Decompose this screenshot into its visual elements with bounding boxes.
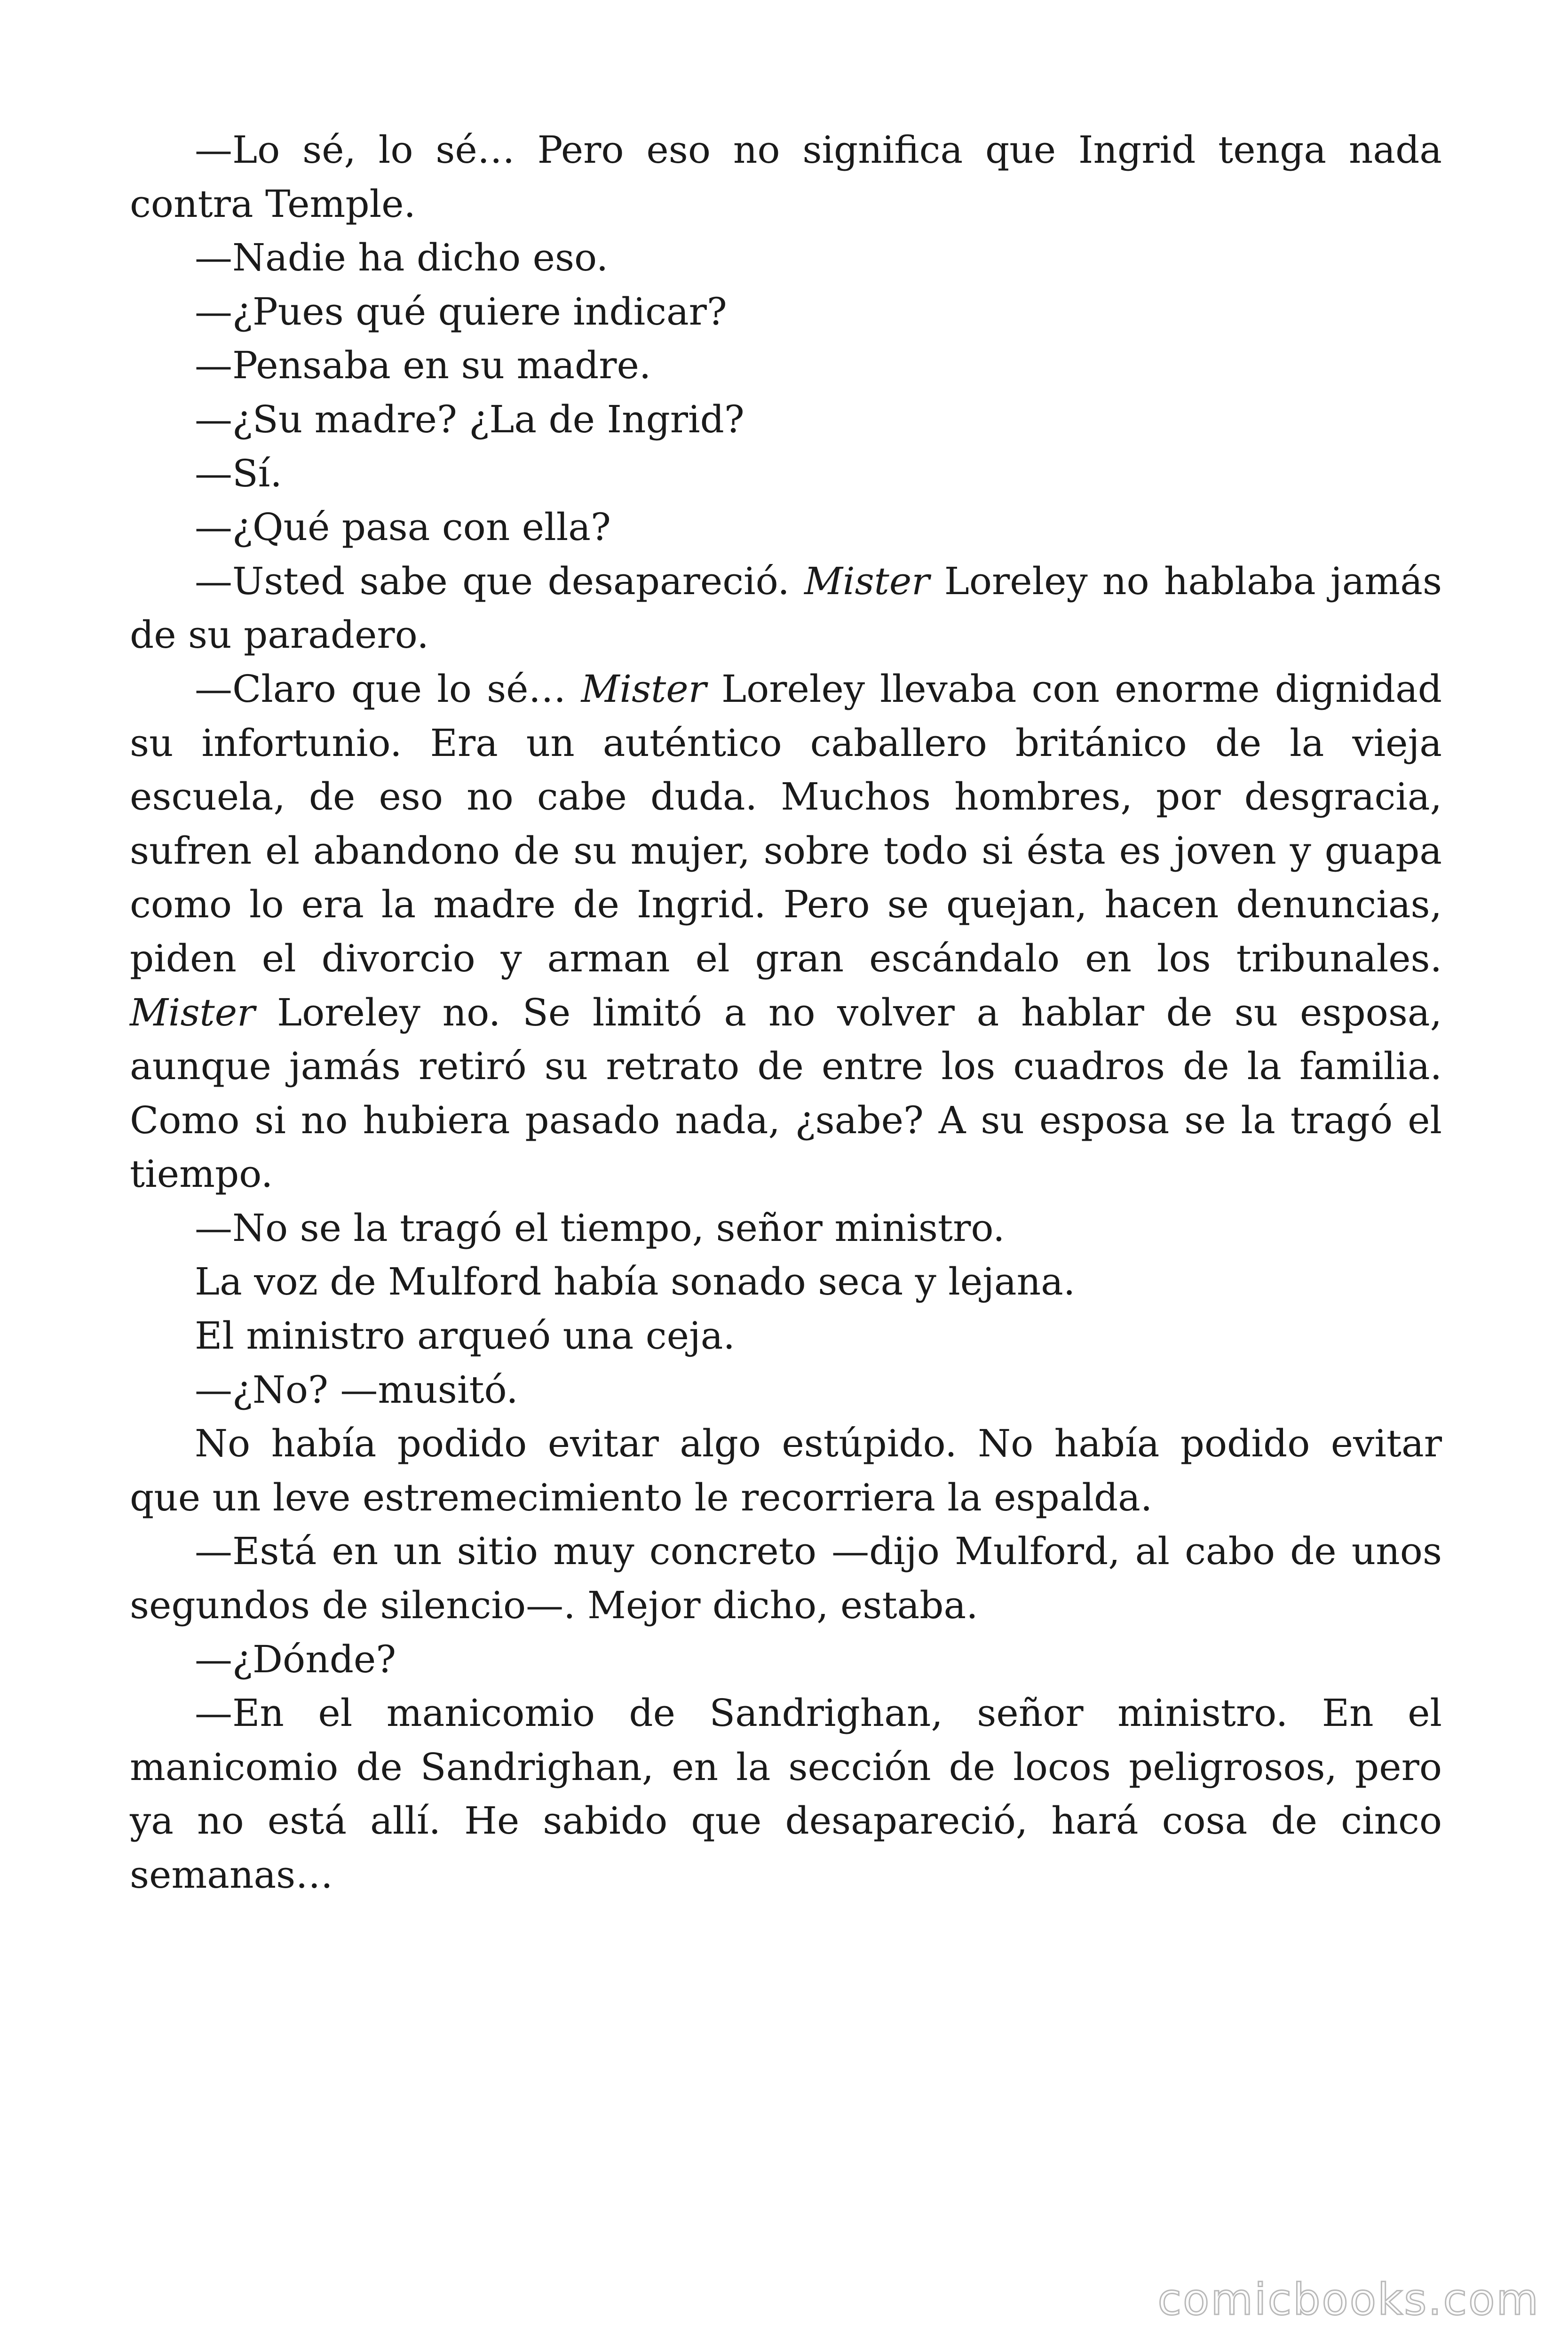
italic-text-run: Mister (130, 990, 255, 1034)
italic-text-run: Mister (581, 667, 706, 711)
text-run: Loreley no. Se limitó a no volver a hablar de su esposa, aunque jamás retiró su retrato de entre los cuadros de la familia. Como si no hubiera pasado nada, ¿sabe? A su esposa se la tragó el tiempo. (130, 990, 1442, 1196)
paragraph (130, 1363, 1442, 1417)
italic-text-run: Mister (804, 559, 930, 603)
paragraph (130, 393, 1442, 447)
text-run: —¿Qué pasa con ella? (195, 505, 611, 549)
text-run: —Usted sabe que desapareció. (195, 559, 805, 603)
text-run: Loreley no hablaba jamás de su paradero. (130, 559, 1442, 657)
text-run: —Claro que lo sé… (195, 667, 581, 711)
text-run: La voz de Mulford había sonado seca y lejana. (195, 1260, 1076, 1304)
text-run: —¿Dónde? (195, 1637, 396, 1681)
paragraph (130, 1309, 1442, 1363)
paragraph (130, 555, 1442, 662)
text-run: El ministro arqueó una ceja. (195, 1314, 735, 1358)
text-run: —¿No? —musitó. (195, 1367, 518, 1412)
text-run: —En el manicomio de Sandrighan, señor ministro. En el manicomio de Sandrighan, en la sección de locos peligrosos, pero ya no está allí. He sabido que desapareció, hará cosa de cinco semanas… (130, 1691, 1442, 1897)
text-run: —No se la tragó el tiempo, señor ministro. (195, 1206, 1005, 1250)
paragraph (130, 447, 1442, 501)
text-run: —Lo sé, lo sé… Pero eso no significa que Ingrid tenga nada contra Temple. (130, 128, 1442, 226)
text-run: —¿Pues qué quiere indicar? (195, 289, 727, 334)
paragraph (130, 123, 1442, 231)
paragraph (130, 1525, 1442, 1632)
paragraph (130, 1686, 1442, 1902)
paragraph (130, 662, 1442, 1201)
paragraph (130, 1201, 1442, 1255)
text-run: No había podido evitar algo estúpido. No había podido evitar que un leve estremecimiento le recorriera la espalda. (130, 1422, 1442, 1519)
page-body (130, 123, 1442, 1902)
text-run: —Pensaba en su madre. (195, 343, 651, 388)
text-run: —Nadie ha dicho eso. (195, 236, 609, 280)
text-run: —Está en un sitio muy concreto —dijo Mulford, al cabo de unos segundos de silencio—. Mejor dicho, estaba. (130, 1529, 1442, 1628)
paragraph (130, 285, 1442, 339)
paragraph (130, 501, 1442, 555)
text-run: Loreley llevaba con enorme dignidad su infortunio. Era un auténtico caballero británico de la vieja escuela, de eso no cabe duda. Muchos hombres, por desgracia, sufren el abandono de su mujer, sobre todo si ésta es joven y guapa como lo era la madre de Ingrid. Pero se quejan, hacen denuncias, piden el divorcio y arman el gran escándalo en los tribunales. (130, 667, 1442, 980)
paragraph (130, 1255, 1442, 1309)
paragraph (130, 339, 1442, 393)
paragraph (130, 231, 1442, 285)
paragraph (130, 1633, 1442, 1687)
paragraph (130, 1417, 1442, 1525)
watermark: comicbooks.com (1157, 2274, 1540, 2325)
text-run: —¿Su madre? ¿La de Ingrid? (195, 397, 744, 441)
text-run: —Sí. (195, 451, 282, 495)
